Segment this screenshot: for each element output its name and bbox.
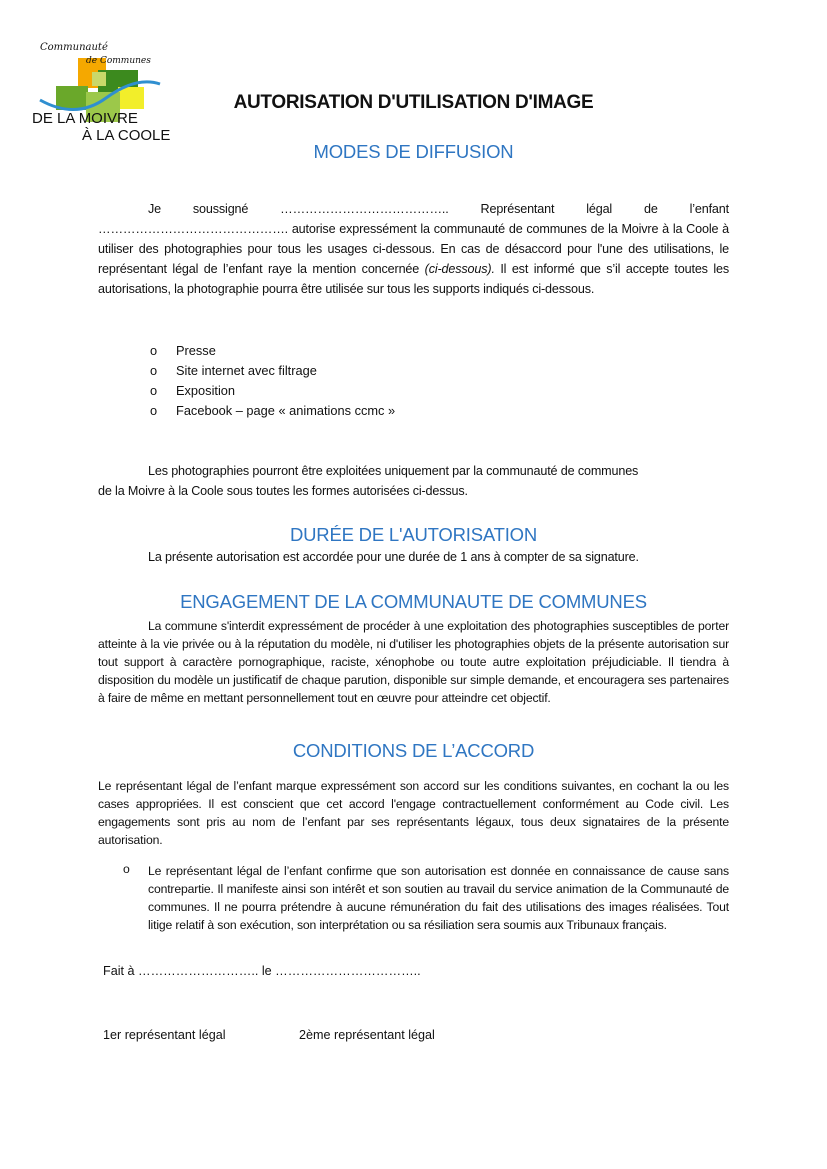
heading-modes: MODES DE DIFFUSION [313,141,514,162]
diffusion-list [150,341,395,421]
intro-italic: (ci-dessous). [424,262,495,276]
list-item [150,361,395,381]
logo-text-1: Communauté [40,42,108,53]
item-label: Facebook – page « animations ccmc » [176,403,396,418]
intro-text-end: Il est informé que s’il accepte toutes les autorisations, la photographie pourra être utilisée sur tous les supports indiqués ci-dessous. [98,262,729,296]
list-item [150,381,395,401]
intro-text: Je soussigné ………………………………….. Représentant légal de l’enfant ………………………………………. autorise expressément la communauté de communes de la Moivre à la Coole à utiliser des photographies pour tous les usages ci-dessous. En cas de désaccord pour l'une des utilisations, le représentant légal de l’enfant raye la mention concernée [98,202,729,276]
conditions-text: Le représentant légal de l’enfant marque expressément son accord sur les conditions suivantes, en cochant la ou les cases appropriées. Il est conscient que cet accord l'engage contractuellement conformément au Code civil. Les engagements sont pris au nom de l’enfant par ses représentants légaux, tous deux signataires de la présente autorisation. [98,779,729,847]
item-label: Exposition [176,383,236,398]
heading-duree: DURÉE DE L'AUTORISATION [289,524,537,545]
usage-line-1: Les photographies pourront être exploitées uniquement par la communauté de communes [148,464,639,478]
bullet-icon: o [150,343,158,358]
list-item [150,341,395,361]
place-date-line: Fait à ……………………….. le …………………………….. [103,964,421,978]
engagement-text: La commune s'interdit expressément de procéder à une exploitation des photographies susceptibles de porter atteinte à la vie privée ou à la réputation du modèle, ni d'utiliser les photographies objets de la présente autorisation sur tout support à caractère pornographique, raciste, xénophobe ou toute autre exploitation préjudiciable. Il tiendra à disposition du modèle un justificatif de chaque parution, disponible sur simple demande, et encouragera ses partenaires à faire de même en mettant personnellement tout en œuvre pour atteindre cet objectif. [98,619,729,705]
logo-text-3: DE LA MOIVRE [32,110,138,127]
heading-conditions: CONDITIONS DE L’ACCORD [292,740,535,761]
logo-text-4: À LA COOLE [82,127,171,144]
signature-rep1: 1er représentant légal [103,1028,226,1042]
signature-rep2: 2ème représentant légal [299,1028,435,1042]
item-label: Site internet avec filtrage [176,363,317,378]
usage-line-2: de la Moivre à la Coole sous toutes les formes autorisées ci-dessus. [98,484,468,498]
intro-paragraph [98,199,729,299]
item-label: Presse [176,343,216,358]
document-title: AUTORISATION D'UTILISATION D'IMAGE [233,92,594,113]
conditions-item: Le représentant légal de l’enfant confirme que son autorisation est donnée en connaissance de cause sans contrepartie. Il manifeste ainsi son intérêt et son soutien au travail du service animation de la Communauté de communes. Il ne pourra prétendre à aucune rémunération du fait des utilisations des images réalisées. Tout litige relatif à son exécution, son interprétation ou sa résiliation sera soumis aux Tribunaux français. [148,864,729,932]
heading-engagement: ENGAGEMENT DE LA COMMUNAUTE DE COMMUNES [180,591,647,612]
list-item [150,401,395,421]
duree-text: La présente autorisation est accordée pour une durée de 1 ans à compter de sa signature. [148,550,639,564]
logo-text-2: de Communes [86,56,151,66]
bullet-icon: o [150,383,158,398]
bullet-icon: o [150,403,158,418]
bullet-icon: o [150,363,158,378]
bullet-icon: o [123,862,130,876]
